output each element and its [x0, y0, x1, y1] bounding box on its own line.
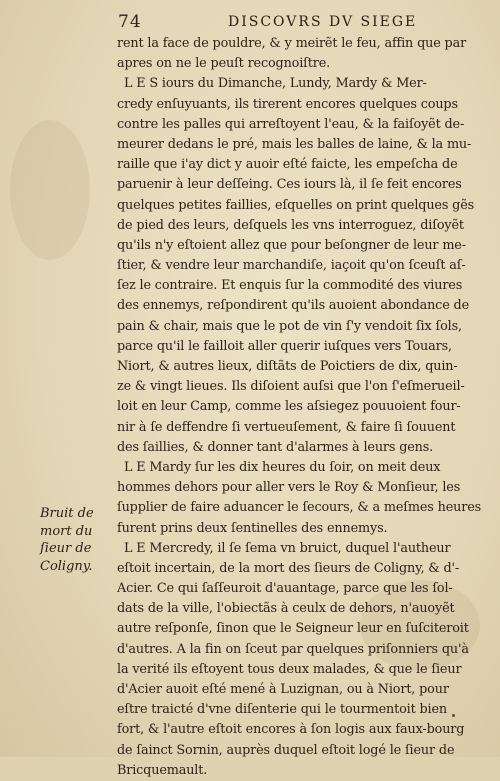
text-line: de pied des leurs, deſquels les vns interroguez, diſoyẽt — [117, 217, 464, 233]
text-line: des ennemys, reſpondirent qu'ils auoient abondance de — [117, 298, 470, 314]
text-line: L E Mardy ſur les dix heures du ſoir, on meit deux — [124, 459, 441, 475]
text-line: hommes dehors pour aller vers le Roy & Monſieur, les — [117, 480, 461, 496]
text-line: Bricquemault. — [117, 762, 208, 778]
text-line: L E S iours du Dimanche, Lundy, Mardy & Mer- — [124, 76, 427, 92]
margin-note-line: ſieur de — [40, 541, 92, 556]
text-line: pain & chair, mais que le pot de vin ſ'y vendoit ſix ſols, — [117, 318, 462, 334]
text-line: des ſaillies, & donner tant d'alarmes à leurs gens. — [117, 439, 434, 455]
margin-note-line: Bruit de — [40, 506, 94, 521]
text-line: autre reſponſe, ſinon que le Seigneur leur en ſuſciteroit — [117, 621, 469, 637]
text-line: de ſainct Sornin, auprès duquel eſtoit logé le ſieur de — [117, 742, 455, 758]
running-head: DISCOVRS DV SIEGE — [228, 14, 418, 30]
text-line: Acier. Ce qui ſaſſeuroit d'auantage, parce que les ſol- — [117, 581, 453, 597]
text-line: ze & vingt lieues. Ils diſoient auſsi que l'on ſ'eſmerueil- — [117, 379, 465, 395]
text-line: d'autres. A la fin on ſceut par quelques priſonniers qu'à — [117, 641, 469, 657]
paper-stain — [10, 120, 90, 260]
text-line: dats de la ville, l'obiectãs à ceulx de dehors, n'auoyẽt — [117, 601, 455, 617]
text-line: nir à ſe deffendre ſi vertueuſement, & faire ſi ſouuent — [117, 419, 456, 435]
text-line: furent prins deux ſentinelles des ennemys. — [117, 520, 388, 536]
text-line: rent la face de pouldre, & y meirẽt le feu, affin que par — [117, 36, 467, 51]
text-line: eſtoit incertain, de la mort des ſieurs de Coligny, & d'- — [117, 560, 460, 576]
text-line: meurer dedans le pré, mais les balles de laine, & la mu- — [117, 136, 472, 152]
text-line: raille que i'ay dict y auoir eſté faicte, les empeſcha de — [117, 157, 458, 173]
margin-note — [40, 505, 112, 575]
text-line: L E Mercredy, il ſe ſema vn bruict, duquel l'autheur — [124, 540, 451, 556]
text-line: fort, & l'autre eſtoit encores à ſon logis aux faux-bourg — [117, 722, 465, 738]
text-line: loit en leur Camp, comme les aſsiegez pouuoient four- — [117, 399, 461, 415]
text-line: ſupplier de faire aduancer le ſecours, & a meſmes heures — [117, 500, 482, 516]
text-line: Niort, & autres lieux, diſtãts de Poictiers de dix, quin- — [117, 359, 458, 374]
text-line: qu'ils n'y eſtoient allez que pour beſongner de leur me- — [117, 237, 466, 253]
page-header — [0, 12, 500, 36]
text-line: quelques petites faillies, eſquelles on print quelques gẽs — [117, 197, 475, 213]
text-line: la verité ils eſtoyent tous deux malades, & que le ſieur — [117, 661, 462, 677]
text-line: credy enſuyuants, ils tirerent encores quelques coups — [117, 96, 458, 112]
text-line: eſtre traicté d'vne diſenterie qui le tourmentoit bien — [117, 702, 447, 718]
body-text — [117, 34, 489, 781]
page-number: 74 — [118, 12, 142, 32]
margin-note-line: Coligny. — [40, 558, 93, 574]
text-line: contre les palles qui arreſtoyent l'eau, & la faiſoyẽt de- — [117, 116, 465, 132]
text-line: ſtier, & vendre leur marchandiſe, iaçoit qu'on ſceuſt aſ- — [117, 258, 466, 274]
text-line: paruenir à leur deſſeing. Ces iours là, il ſe feit encores — [117, 177, 462, 193]
text-line: ſez le contraire. Et enquis ſur la commodité des viures — [117, 278, 463, 294]
text-line: parce qu'il le failloit aller querir iuſques vers Touars, — [117, 338, 452, 354]
text-line: apres on ne le peuſt recognoiſtre. — [117, 56, 331, 72]
ink-speck — [452, 714, 455, 717]
text-line: d'Acier auoit eſté mené à Luzignan, ou à Niort, pour — [117, 682, 449, 697]
margin-note-line: mort du — [40, 523, 93, 539]
